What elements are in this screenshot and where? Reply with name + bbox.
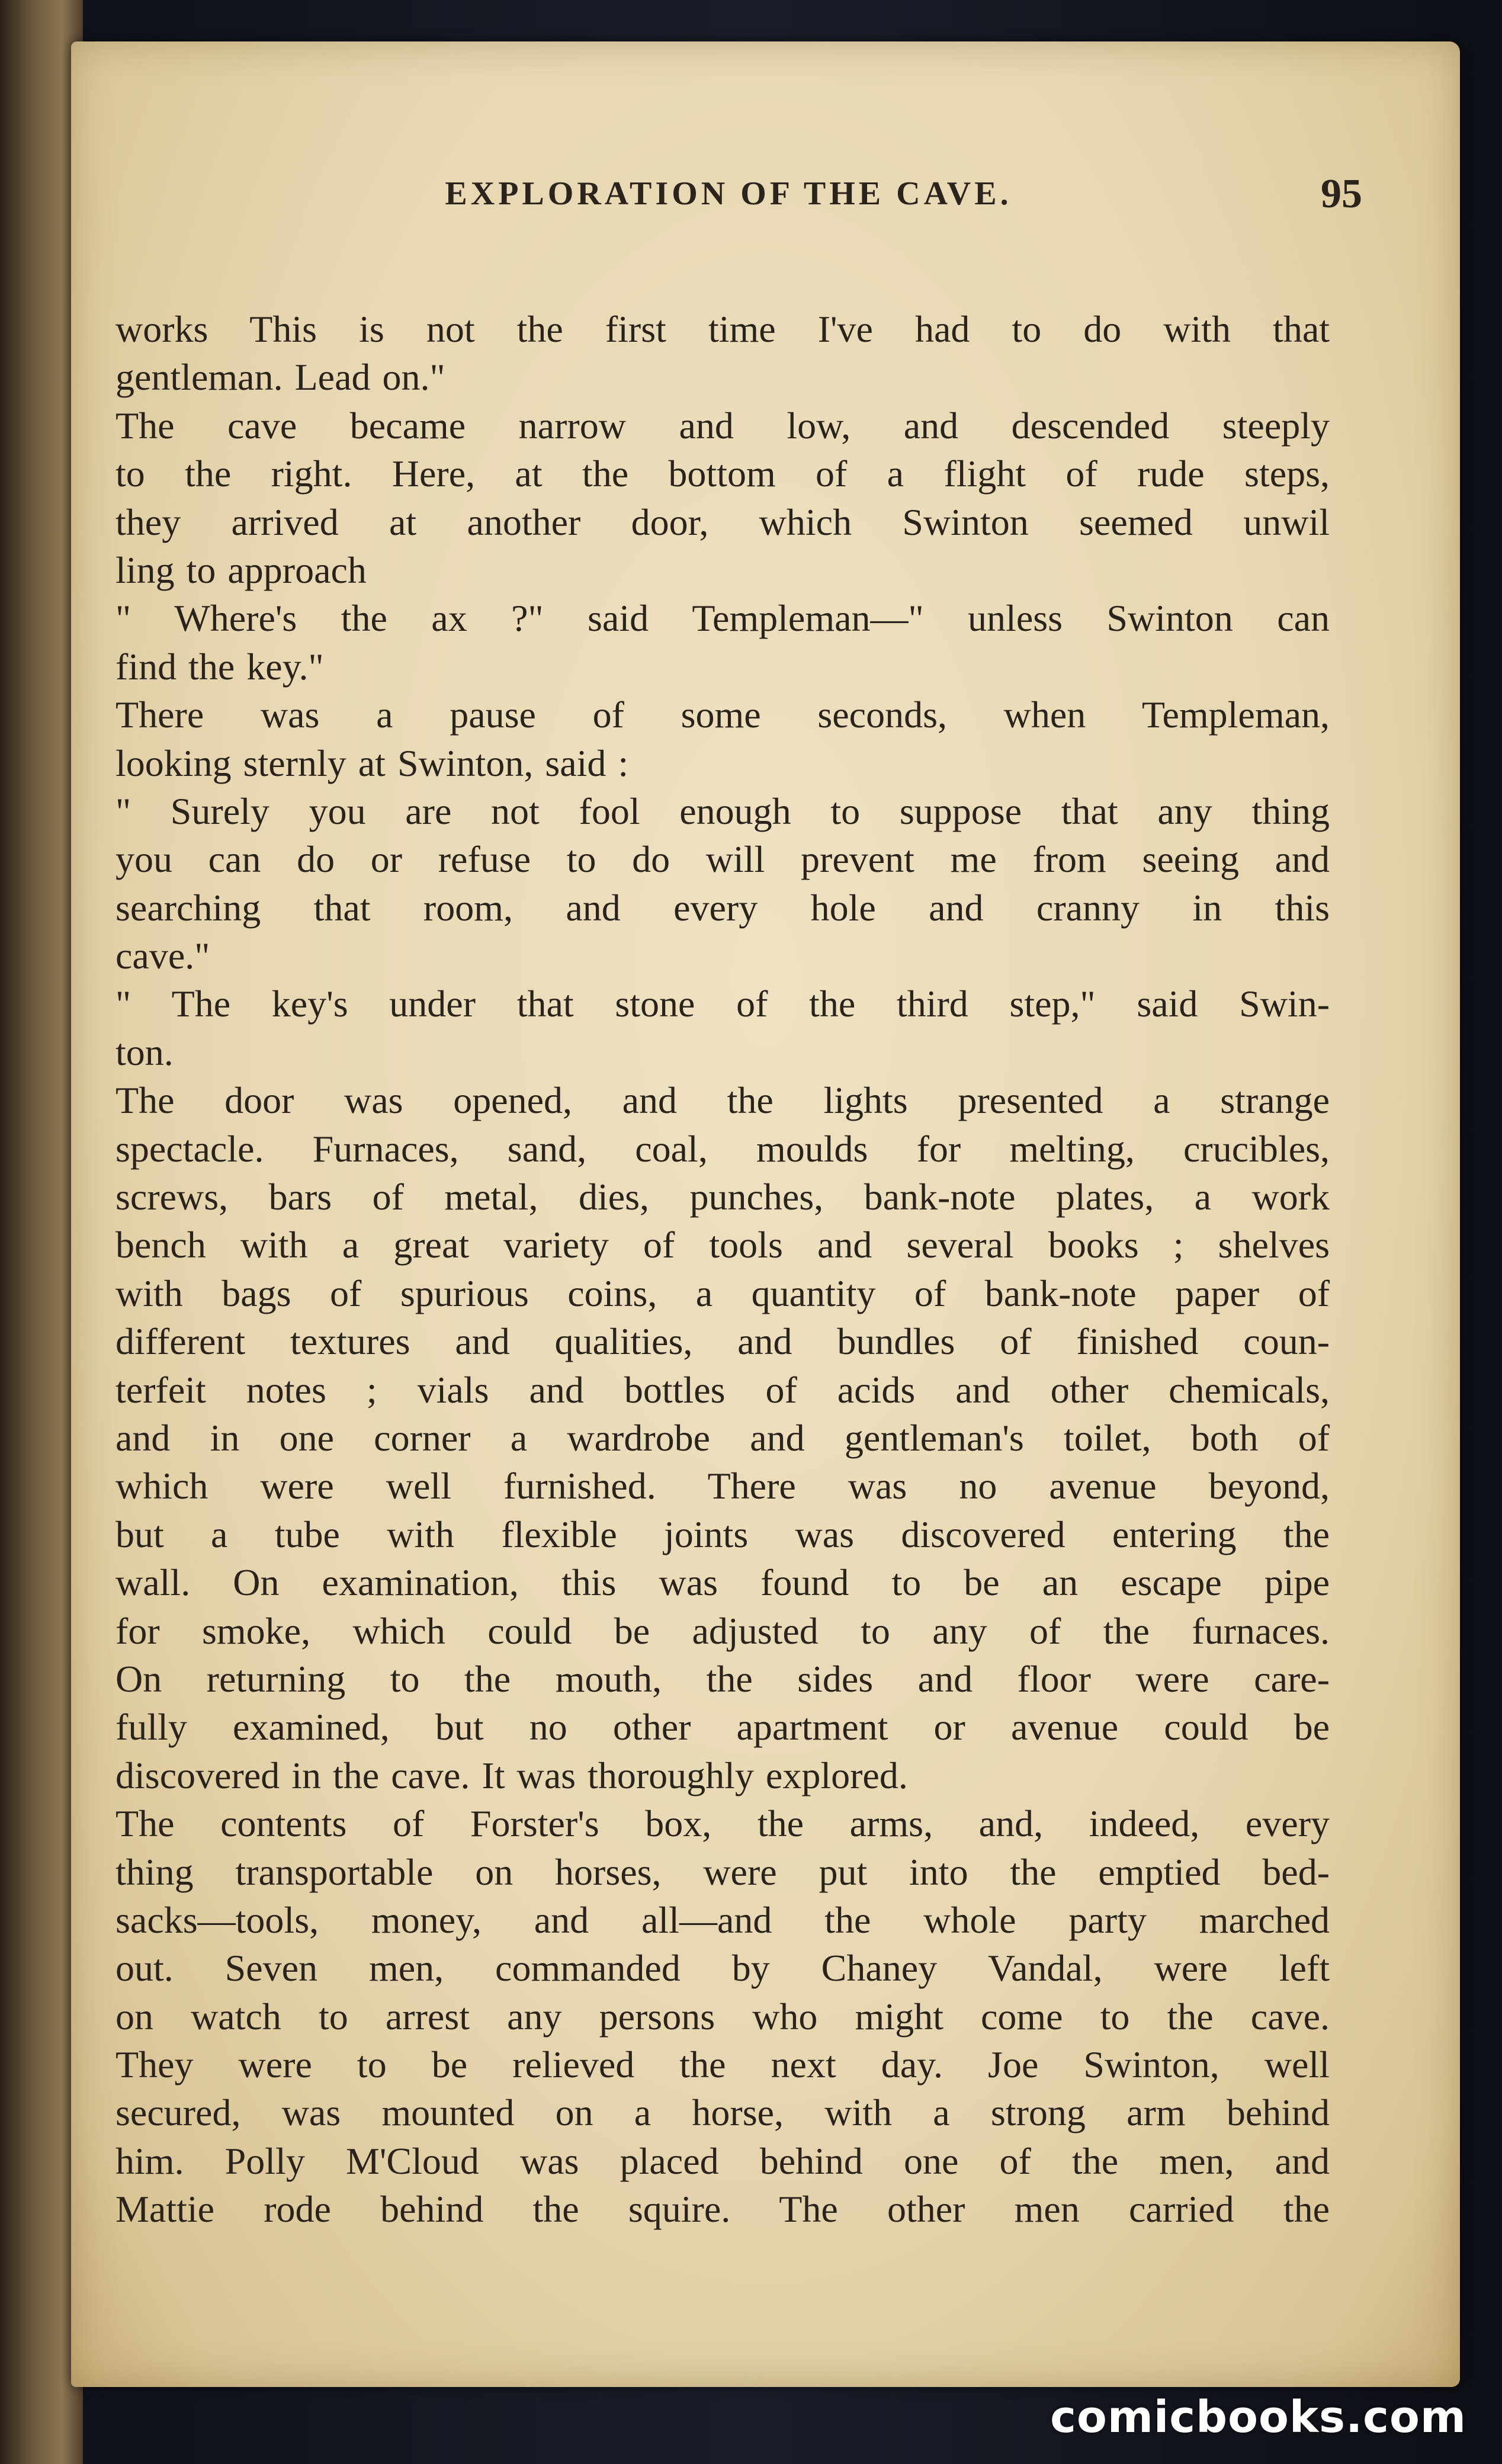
text-line: The door was opened, and the lights presented a strange [115, 1079, 1330, 1122]
text-line: There was a pause of some seconds, when Templeman, [115, 694, 1330, 736]
text-line: secured, was mounted on a horse, with a strong arm behind [115, 2091, 1330, 2134]
text-line: with bags of spurious coins, a quantity of bank-note paper of [115, 1272, 1330, 1314]
text-line: works This is not the first time I've had to do with that [115, 308, 1330, 350]
text-line: discovered in the cave. It was thoroughly explored. [115, 1754, 908, 1796]
text-line: bench with a great variety of tools and several books ; shelves [115, 1224, 1330, 1266]
text-line: The contents of Forster's box, the arms, and, indeed, every [115, 1802, 1330, 1845]
text-line: but a tube with flexible joints was discovered entering the [115, 1513, 1330, 1555]
text-line: out. Seven men, commanded by Chaney Vandal, were left [115, 1947, 1330, 1990]
text-line: on watch to arrest any persons who might come to the cave. [115, 1995, 1330, 2038]
text-line: wall. On examination, this was found to be an escape pipe [115, 1561, 1330, 1604]
watermark-text: comicbooks.com [1050, 2392, 1466, 2443]
text-line: screws, bars of metal, dies, punches, bank-note plates, a work [115, 1176, 1330, 1218]
text-line: thing transportable on horses, were put into the emptied bed- [115, 1850, 1330, 1893]
body-text [115, 305, 1330, 2234]
text-line: ling to approach [115, 548, 367, 591]
text-line: On returning to the mouth, the sides and floor were care- [115, 1657, 1330, 1700]
text-line: for smoke, which could be adjusted to any of the furnaces. [115, 1609, 1330, 1652]
page-number: 95 [1321, 171, 1362, 217]
text-line: searching that room, and every hole and cranny in this [115, 886, 1330, 929]
text-line: " Where's the ax ?" said Templeman—" unless Swinton can [115, 597, 1330, 640]
text-line: " The key's under that stone of the third step," said Swin- [115, 983, 1330, 1025]
text-line: different textures and qualities, and bundles of finished coun- [115, 1320, 1330, 1363]
text-line: sacks—tools, money, and all—and the whole party marched [115, 1898, 1330, 1941]
text-line: spectacle. Furnaces, sand, coal, moulds for melting, crucibles, [115, 1127, 1330, 1170]
book-page [71, 41, 1460, 2387]
text-line: They were to be relieved the next day. Joe Swinton, well [115, 2043, 1330, 2086]
text-line: fully examined, but no other apartment or avenue could be [115, 1706, 1330, 1748]
text-line: they arrived at another door, which Swinton seemed unwil [115, 500, 1330, 543]
text-line: which were well furnished. There was no avenue beyond, [115, 1465, 1330, 1507]
text-line: looking sternly at Swinton, said : [115, 742, 629, 784]
text-line: terfeit notes ; vials and bottles of acids and other chemicals, [115, 1368, 1330, 1411]
text-line: Mattie rode behind the squire. The other men carried the [115, 2188, 1330, 2231]
text-line: and in one corner a wardrobe and gentleman's toilet, both of [115, 1416, 1330, 1459]
text-line: him. Polly M'Cloud was placed behind one of the men, and [115, 2139, 1330, 2182]
book-spine [0, 0, 83, 2464]
text-line: to the right. Here, at the bottom of a flight of rude steps, [115, 453, 1330, 495]
text-line: cave." [115, 935, 210, 977]
text-line: ton. [115, 1031, 174, 1073]
text-line: " Surely you are not fool enough to suppose that any thing [115, 790, 1330, 832]
text-line: find the key." [115, 645, 324, 688]
running-head: EXPLORATION OF THE CAVE. [445, 175, 1012, 212]
text-line: you can do or refuse to do will prevent me from seeing and [115, 838, 1330, 881]
text-line: gentleman. Lead on." [115, 356, 445, 399]
text-line: The cave became narrow and low, and descended steeply [115, 404, 1330, 447]
